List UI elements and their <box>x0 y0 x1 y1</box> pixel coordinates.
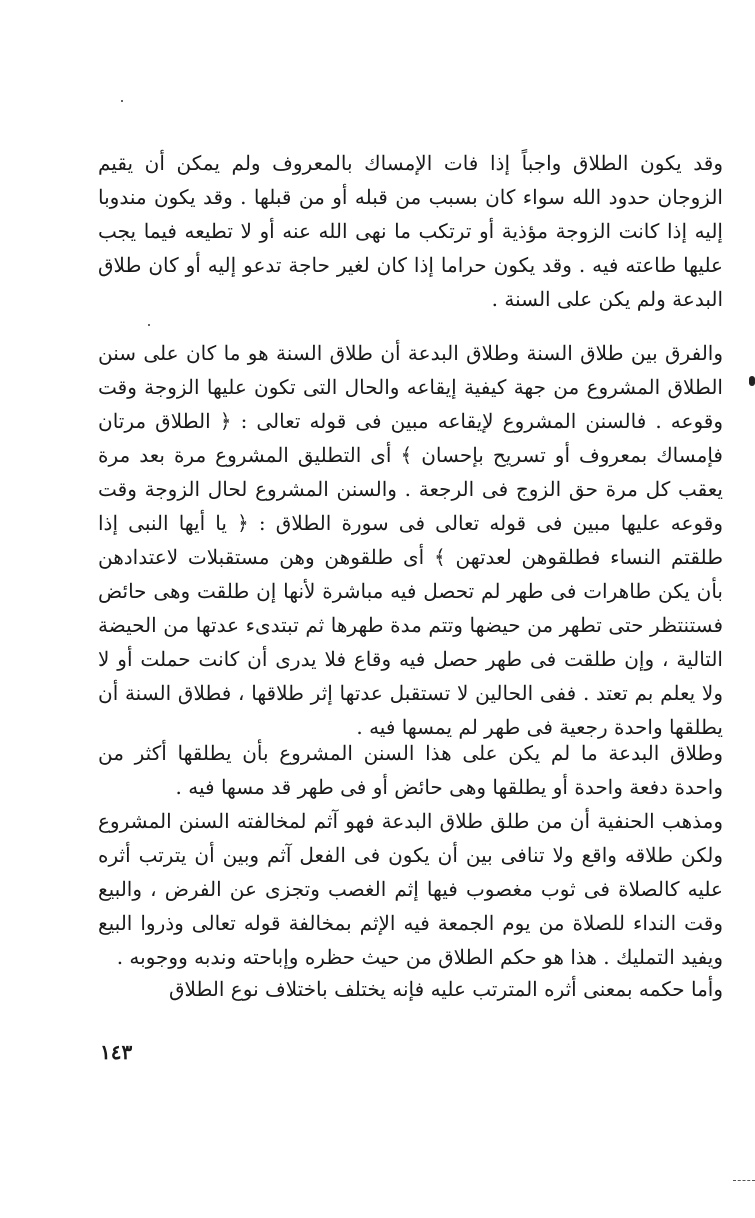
paragraph <box>98 736 723 804</box>
scan-speck <box>148 324 150 326</box>
paragraph <box>98 972 723 1006</box>
paragraph-text: ومذهب الحنفية أن من طلق طلاق البدعة فهو آثم لمخالفته السنن المشروع ولكن طلاقه واقع ولا تنافى بين أن يكون فى الفعل آثم وبين أن يترتب أثره عليه كالصلاة فى ثوب مغصوب فيها إثم الغصب وتجزى عن الفرض ، والبيع وقت النداء للصلاة من يوم الجمعة فيه الإثم بمخالفة قوله تعالى وذروا البيع ويفيد التمليك . هذا هو حكم الطلاق من حيث حظره وإباحته وندبه ووجوبه . <box>98 809 723 969</box>
paragraph <box>98 146 723 316</box>
paragraph-text: وطلاق البدعة ما لم يكن على هذا السنن المشروع بأن يطلقها أكثر من واحدة دفعة واحدة أو يطلقها وهى حائض أو فى طهر قد مسها فيه . <box>98 741 723 799</box>
paragraph <box>98 804 723 974</box>
paragraph-text: وأما حكمه بمعنى أثره المترتب عليه فإنه يختلف باختلاف نوع الطلاق <box>168 977 723 1001</box>
scan-speck <box>121 100 123 102</box>
paragraph <box>98 336 723 744</box>
page-number: ١٤٣ <box>100 1040 133 1064</box>
margin-mark <box>749 376 755 386</box>
scan-edge-mark <box>733 1180 755 1182</box>
paragraph-text: والفرق بين طلاق السنة وطلاق البدعة أن طلاق السنة هو ما كان على سنن الطلاق المشروع من جهة كيفية إيقاعه والحال التى تكون عليها الزوجة وقت وقوعه . فالسنن المشروع لإيقاعه مبين فى قوله تعالى : ﴿ الطلاق مرتان فإمساك بمعروف أو تسريح بإحسان ﴾ أى التطليق المشروع مرة بعد مرة يعقب كل مرة حق الزوج فى الرجعة . والسنن المشروع لحال الزوجة وقت وقوعه عليها مبين فى قوله تعالى فى سورة الطلاق : ﴿ يا أيها النبى إذا طلقتم النساء فطلقوهن لعدتهن ﴾ أى طلقوهن وهن مستقبلات لاعتدادهن بأن يكن طاهرات فى طهر لم تحصل فيه مباشرة لأنها إن طلقت وهى حائض فستنتظر حتى تطهر من حيضها وتتم مدة طهرها ثم تبتدىء عدتها من الحيضة التالية ، وإن طلقت فى طهر حصل فيه وقاع فلا يدرى أن كانت حملت أو لا ولا يعلم بم تعتد . ففى الحالين لا تستقبل عدتها إثر طلاقها ، فطلاق السنة أن يطلقها واحدة رجعية فى طهر لم يمسها فيه . <box>98 341 723 739</box>
paragraph-text: وقد يكون الطلاق واجباً إذا فات الإمساك بالمعروف ولم يمكن أن يقيم الزوجان حدود الله سواء كان بسبب من قبله أو من قبلها . وقد يكون مندوبا إليه إذا كانت الزوجة مؤذية أو ترتكب ما نهى الله عنه أو لا تطيعه فيما يجب عليها طاعته فيه . وقد يكون حراما إذا كان لغير حاجة تدعو إليه أو كان طلاق البدعة ولم يكن على السنة . <box>98 151 723 311</box>
